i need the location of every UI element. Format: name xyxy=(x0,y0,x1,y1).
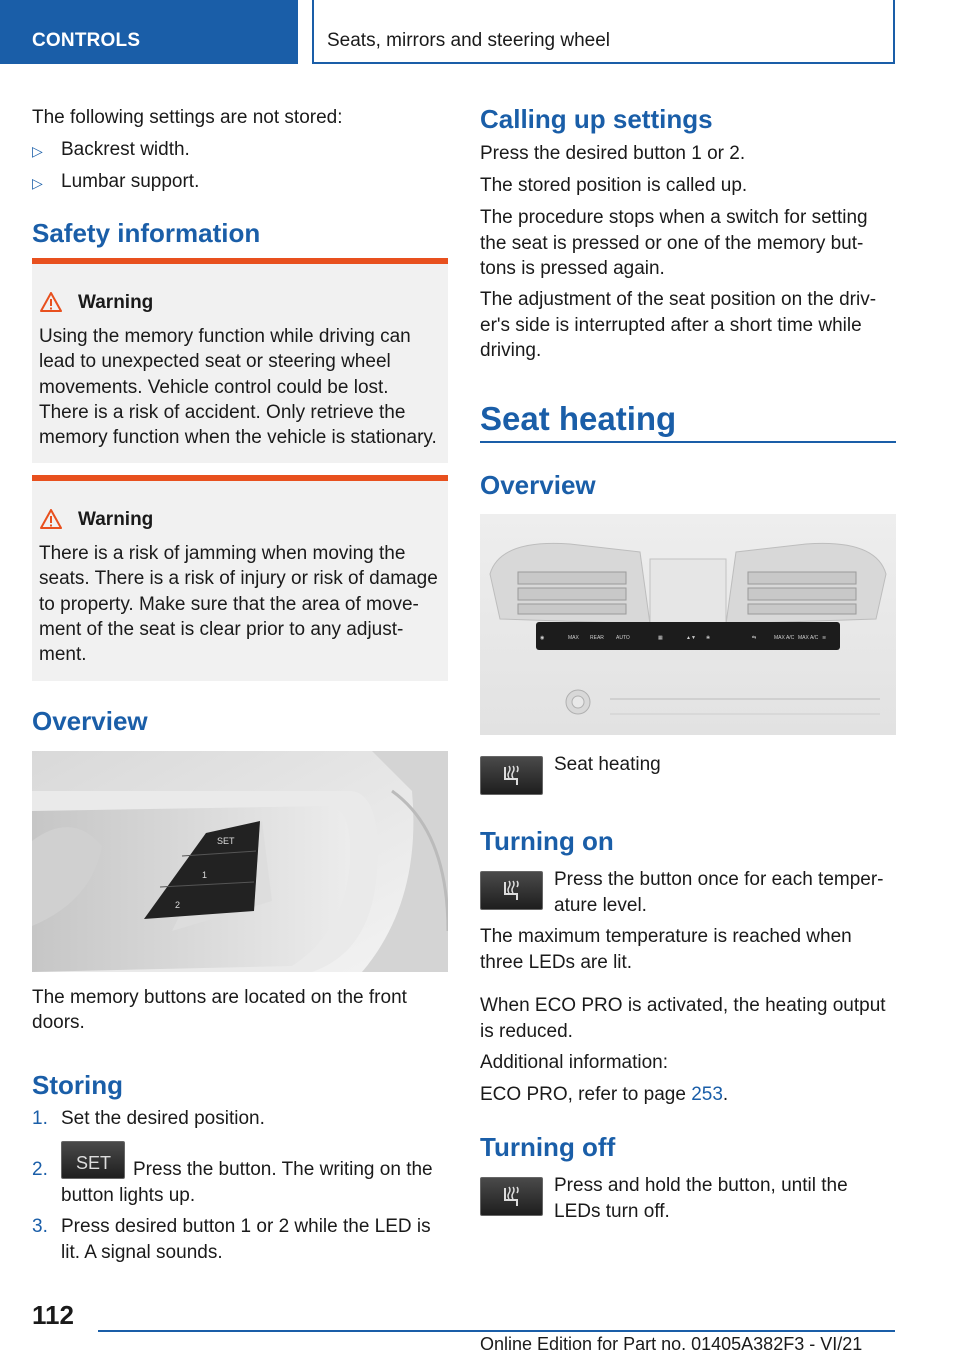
calling-text-2: The stored position is called up. xyxy=(480,175,748,196)
warning-triangle-icon xyxy=(40,509,62,529)
warning-box-2 xyxy=(32,475,448,681)
eco-text: When ECO PRO is activated, the heating output is reduced. xyxy=(480,995,886,1042)
svg-text:AUTO: AUTO xyxy=(616,635,630,641)
section-label: CONTROLS xyxy=(32,30,141,51)
triangle-bullet-icon: ▷ xyxy=(32,143,43,159)
page-link[interactable]: 253 xyxy=(691,1084,723,1105)
calling-text-4: The adjustment of the seat position on the driv- er's side is interrupted after a short time while driving. xyxy=(480,289,877,361)
page-number: 112 xyxy=(32,1300,74,1330)
memory-set-label: SET xyxy=(217,836,235,846)
not-stored-intro: The following settings are not stored: xyxy=(32,107,343,128)
calling-up-heading: Calling up settings xyxy=(480,104,713,134)
chapter-title: Seats, mirrors and steering wheel xyxy=(327,30,611,51)
svg-text:▦: ▦ xyxy=(658,635,663,641)
svg-text:≋: ≋ xyxy=(822,635,827,641)
warning-text: Using the memory function while driving can lead to unexpected seat or steering wheel movements. Vehicle control could be lost. There is a risk of accident. Only retrieve the memory function when the vehicle is stationary. xyxy=(39,326,437,449)
svg-text:REAR: REAR xyxy=(590,635,604,641)
calling-text-1: Press the desired button 1 or 2. xyxy=(480,143,746,164)
max-temp-text: The maximum temperature is reached when three LEDs are lit. xyxy=(480,926,852,973)
warning-box-1 xyxy=(32,258,448,463)
turning-on-text: Press the button once for each temper- ature level. xyxy=(554,869,884,916)
section-tab xyxy=(0,0,298,64)
footer-rule xyxy=(98,1330,895,1332)
turning-on-heading: Turning on xyxy=(480,826,614,856)
warning-text: There is a risk of jamming when moving the seats. There is a risk of injury or risk of damage to property. Make sure that the area of move- ment of the seat is clear prior to any adjust- ment. xyxy=(39,543,438,666)
seat-heating-icon xyxy=(480,1177,543,1216)
triangle-bullet-icon: ▷ xyxy=(32,175,43,191)
seat-heating-caption: Seat heating xyxy=(554,754,661,775)
storing-heading: Storing xyxy=(32,1070,123,1100)
svg-text:MAX A/C: MAX A/C xyxy=(774,635,795,641)
overview-heading-right: Overview xyxy=(480,470,596,500)
calling-text-3: The procedure stops when a switch for setting the seat is pressed or one of the memory but- tons is pressed again. xyxy=(480,207,868,279)
eco-pro-reference: ECO PRO, refer to page 253. xyxy=(480,1084,729,1105)
step-item: 2. SET Press the button. The writing on the button lights up. xyxy=(32,1157,448,1209)
warning-triangle-icon xyxy=(40,292,62,312)
additional-info-label: Additional information: xyxy=(480,1052,668,1073)
door-memory-buttons-image xyxy=(32,751,448,972)
turning-off-heading: Turning off xyxy=(480,1132,616,1162)
svg-text:⇆: ⇆ xyxy=(752,635,757,641)
warning-title: Warning xyxy=(78,292,154,313)
memory-2-label: 2 xyxy=(175,900,181,910)
svg-text:◉: ◉ xyxy=(540,635,545,641)
overview-caption: The memory buttons are located on the front doors. xyxy=(32,987,407,1033)
chapter-title-box xyxy=(312,0,895,64)
seat-heating-heading: Seat heating xyxy=(480,400,677,437)
set-button-icon: SET xyxy=(61,1141,125,1179)
svg-text:▲▼: ▲▼ xyxy=(686,635,696,641)
warning-title: Warning xyxy=(78,509,154,530)
turning-off-text: Press and hold the button, until the LEDs turn off. xyxy=(554,1175,848,1222)
svg-text:MAX: MAX xyxy=(568,635,579,641)
overview-heading: Overview xyxy=(32,706,148,736)
seat-heating-icon xyxy=(480,756,543,795)
seat-heating-icon xyxy=(480,871,543,910)
memory-1-label: 1 xyxy=(202,870,208,880)
svg-text:❀: ❀ xyxy=(706,635,711,641)
heading-rule xyxy=(480,441,896,443)
safety-heading: Safety information xyxy=(32,218,261,248)
edition-text: Online Edition for Part no. 01405A382F3 - VI/21 xyxy=(480,1334,863,1354)
svg-text:MAX A/C: MAX A/C xyxy=(798,635,819,641)
climate-control-panel-image xyxy=(480,514,896,735)
